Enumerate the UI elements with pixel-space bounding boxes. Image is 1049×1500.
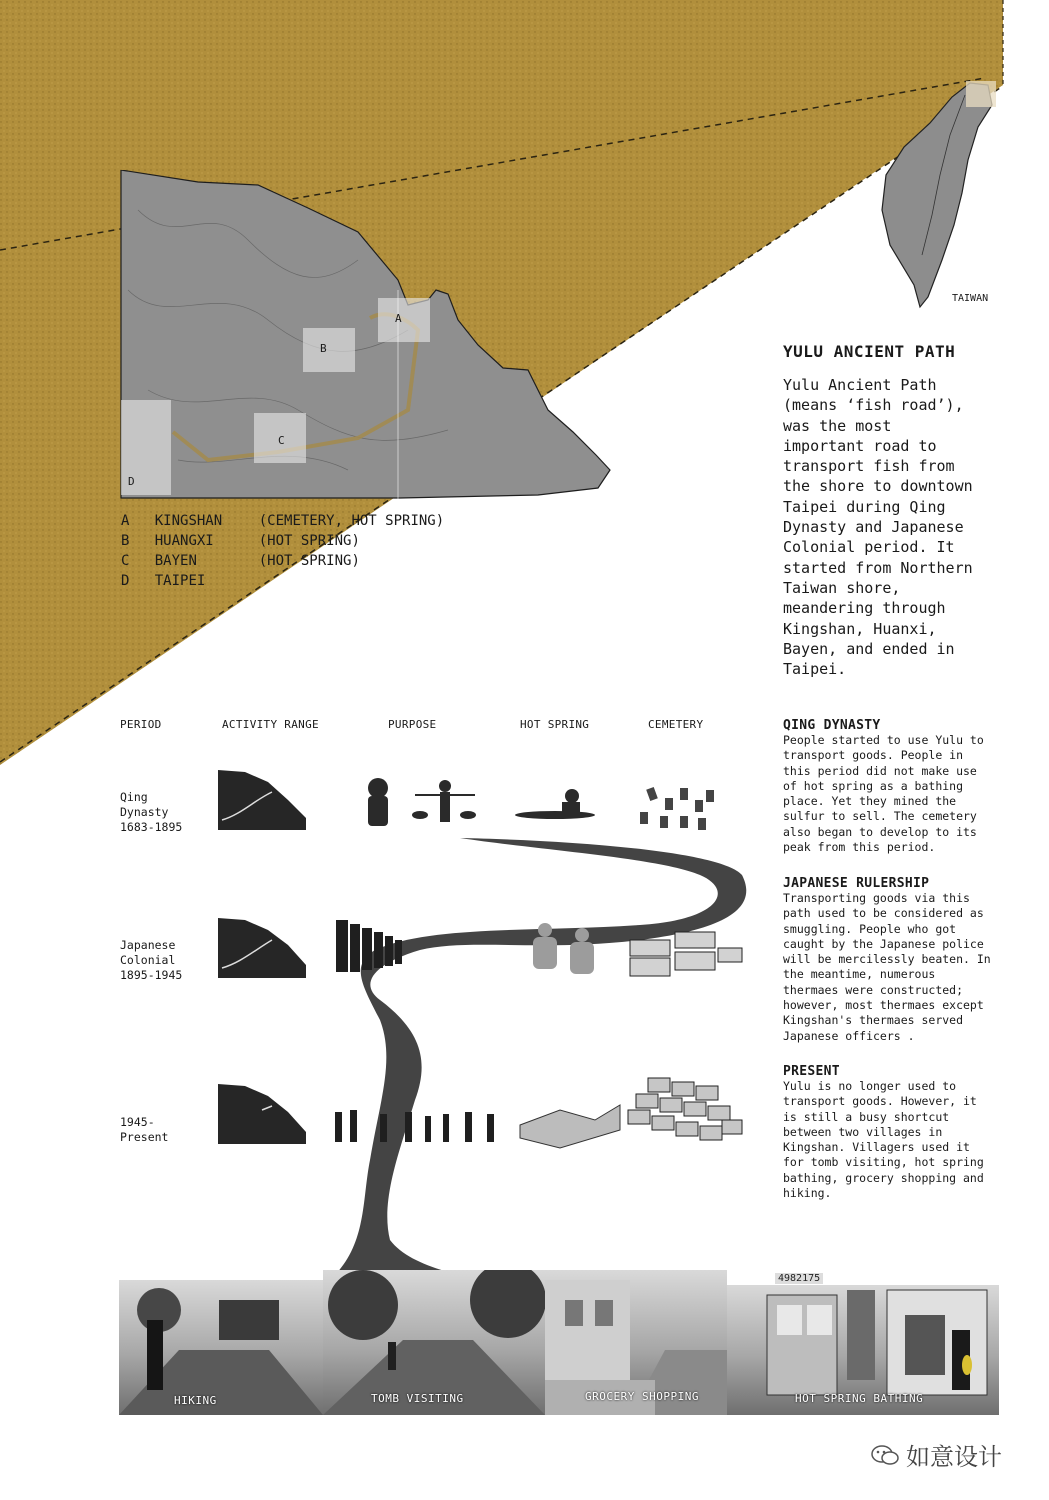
present-hot-spring — [520, 1105, 620, 1148]
legend-row: D TAIPEI — [121, 573, 206, 589]
photo-grocery-shopping — [545, 1270, 727, 1415]
column-header-period: PERIOD — [120, 718, 162, 731]
taiwan-label: TAIWAN — [952, 293, 989, 304]
present-cemetery-cluster — [628, 1078, 742, 1140]
caption-hot-spring-bathing: HOT SPRING BATHING — [795, 1392, 924, 1405]
photo-tomb-visiting — [323, 1270, 545, 1415]
watermark — [870, 1437, 1002, 1472]
column-header-hot-spring: HOT SPRING — [520, 718, 590, 731]
map-legend — [121, 511, 444, 591]
watermark-text: 如意设计 — [906, 1443, 1002, 1471]
qing-porter-figures — [368, 778, 476, 826]
intro-body: Yulu Ancient Path (means ‘fish road’), was the most important road to transport fish from the shore to downtown Taipei during Qing Dynasty and Japanese Colonial period. It started from Northern Taiwan shore, meandering through Kingshan, Huanxi, Bayen, and ended in Taipei. — [783, 376, 973, 679]
hiking-scene — [119, 1280, 323, 1415]
present-walkers — [335, 1110, 494, 1142]
point-box-a — [378, 298, 430, 342]
shop-sign: 4982175 — [775, 1273, 823, 1284]
caption-hiking: HIKING — [174, 1394, 217, 1407]
column-header-purpose: PURPOSE — [388, 718, 437, 731]
section-present — [783, 1064, 1023, 1201]
activity-range-japanese — [218, 918, 306, 978]
photo-strip — [119, 1270, 999, 1415]
japanese-police-figures — [336, 920, 402, 972]
map-point-b: B — [320, 342, 327, 355]
taiwan-highlight-box — [966, 81, 996, 107]
column-header-cemetery: CEMETERY — [648, 718, 704, 731]
caption-tomb-visiting: TOMB VISITING — [371, 1392, 464, 1405]
map-point-d: D — [128, 475, 135, 488]
section-title: PRESENT — [783, 1064, 840, 1079]
map-point-c: C — [278, 434, 285, 447]
photo-hiking — [119, 1280, 323, 1415]
qing-cemetery-stones — [640, 787, 714, 830]
map-point-a: A — [395, 312, 402, 325]
section-qing-dynasty — [783, 718, 1023, 855]
section-title: JAPANESE RULERSHIP — [783, 876, 930, 891]
caption-grocery-shopping: GROCERY SHOPPING — [585, 1390, 699, 1403]
period-label-qing: Qing Dynasty 1683-1895 — [120, 790, 183, 834]
period-label-present: 1945- Present — [120, 1115, 169, 1144]
section-body: Yulu is no longer used to transport goods. However, it is still a busy shortcut between two villages in Kingshan. Villagers used it for tomb visiting, hot spring bathing, grocery shopping and hiking. — [783, 1079, 984, 1201]
section-japanese-rulership — [783, 876, 1023, 1044]
taiwan-island-map — [870, 75, 1030, 315]
section-body: People started to use Yulu to transport goods. People in this period did not make use of hot spring as a bathing place. Yet they mined the sulfur to sell. The cemetery also began to develop to its peak from this period. — [783, 733, 984, 855]
legend-row: B HUANGXI (HOT SPRING) — [121, 533, 360, 549]
point-box-b — [303, 328, 355, 372]
period-label-japanese: Japanese Colonial 1895-1945 — [120, 938, 183, 982]
section-title: QING DYNASTY — [783, 718, 881, 733]
activity-range-present — [218, 1084, 306, 1144]
legend-row: A KINGSHAN (CEMETERY, HOT SPRING) — [121, 513, 445, 529]
intro-title: YULU ANCIENT PATH — [783, 342, 956, 361]
section-body: Transporting goods via this path used to be considered as smuggling. People who got caught by the Japanese police will be mercilessly beaten. In the meantime, numerous thermaes were constructed; however, most thermaes except Kingshan's thermaes served Japanese officers . — [783, 891, 991, 1043]
qing-hot-spring-figure — [515, 789, 595, 819]
photo-hot-spring-bathing — [727, 1273, 999, 1415]
wechat-icon — [870, 1443, 900, 1467]
activity-range-qing — [218, 770, 306, 830]
legend-row: C BAYEN (HOT SPRING) — [121, 553, 360, 569]
regional-map — [118, 170, 613, 500]
column-header-activity-range: ACTIVITY RANGE — [222, 718, 319, 731]
intro-block — [783, 342, 1023, 679]
